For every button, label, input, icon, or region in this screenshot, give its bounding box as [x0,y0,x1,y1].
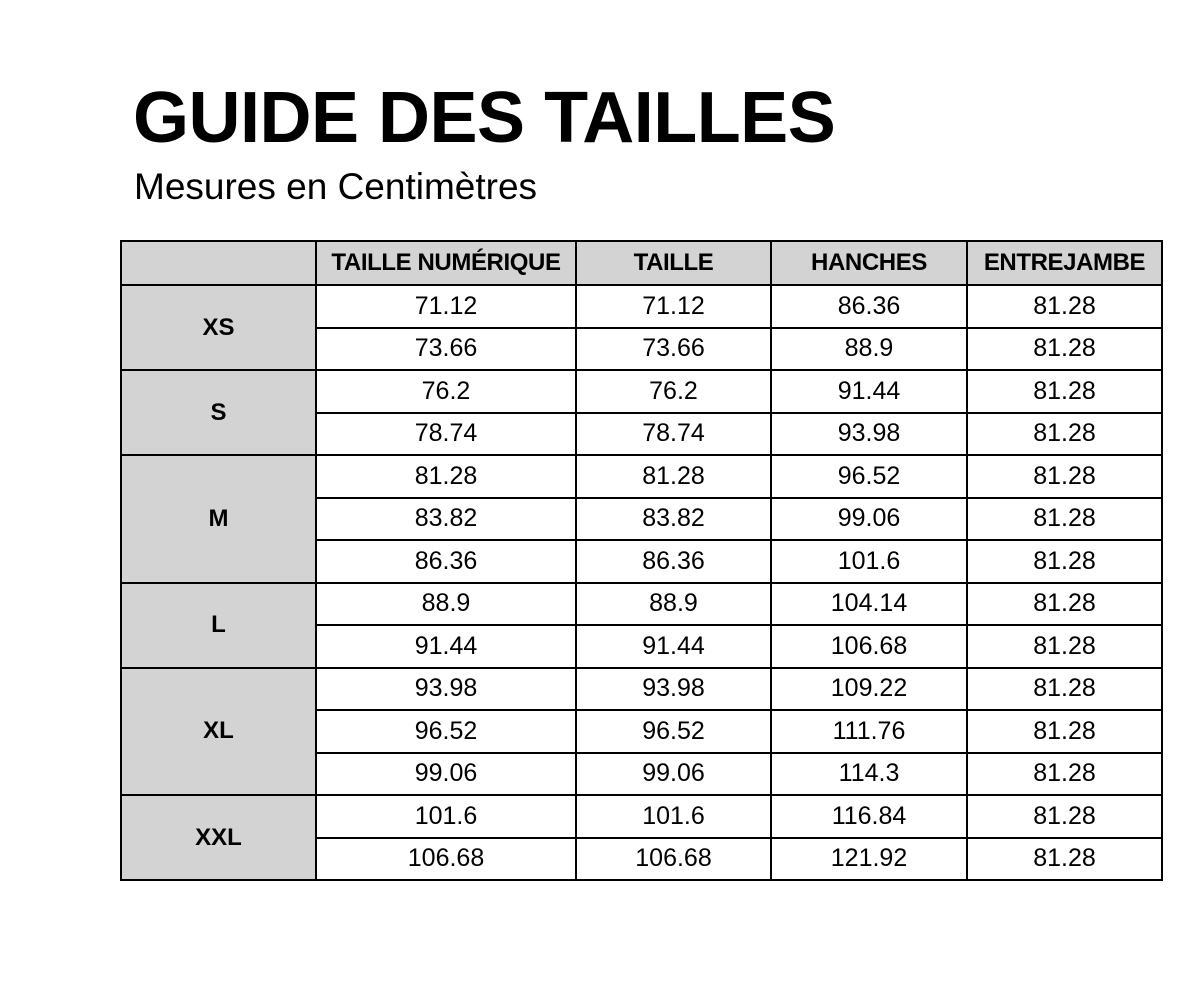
table-row [121,668,1162,711]
cell-taille: 81.28 [576,455,771,498]
cell-taille: 73.66 [576,328,771,371]
cell-hanches: 93.98 [771,413,967,456]
cell-hanches: 88.9 [771,328,967,371]
cell-entrejambe: 81.28 [967,413,1162,456]
cell-taille-numerique: 71.12 [316,285,576,328]
cell-taille: 76.2 [576,370,771,413]
size-label-xs: XS [121,285,316,370]
cell-hanches: 101.6 [771,540,967,583]
cell-entrejambe: 81.28 [967,668,1162,711]
cell-hanches: 106.68 [771,625,967,668]
cell-taille: 88.9 [576,583,771,626]
cell-entrejambe: 81.28 [967,753,1162,796]
cell-hanches: 111.76 [771,710,967,753]
cell-entrejambe: 81.28 [967,370,1162,413]
cell-entrejambe: 81.28 [967,328,1162,371]
table-row [121,455,1162,498]
cell-entrejambe: 81.28 [967,498,1162,541]
cell-taille-numerique: 81.28 [316,455,576,498]
cell-taille-numerique: 88.9 [316,583,576,626]
size-label-l: L [121,583,316,668]
table-row [121,795,1162,838]
cell-taille: 96.52 [576,710,771,753]
cell-taille: 91.44 [576,625,771,668]
cell-hanches: 109.22 [771,668,967,711]
cell-entrejambe: 81.28 [967,838,1162,881]
cell-taille-numerique: 78.74 [316,413,576,456]
table-row [121,370,1162,413]
cell-hanches: 91.44 [771,370,967,413]
cell-taille: 93.98 [576,668,771,711]
cell-entrejambe: 81.28 [967,625,1162,668]
page-title: GUIDE DES TAILLES [133,78,836,158]
cell-entrejambe: 81.28 [967,455,1162,498]
cell-taille-numerique: 99.06 [316,753,576,796]
cell-taille-numerique: 96.52 [316,710,576,753]
cell-entrejambe: 81.28 [967,583,1162,626]
size-label-xl: XL [121,668,316,796]
cell-taille: 83.82 [576,498,771,541]
cell-taille: 99.06 [576,753,771,796]
cell-entrejambe: 81.28 [967,795,1162,838]
cell-entrejambe: 81.28 [967,540,1162,583]
header-row [121,241,1162,285]
cell-taille-numerique: 106.68 [316,838,576,881]
cell-taille: 78.74 [576,413,771,456]
table-row [121,285,1162,328]
table-row [121,583,1162,626]
size-label-m: M [121,455,316,583]
cell-taille: 71.12 [576,285,771,328]
cell-entrejambe: 81.28 [967,285,1162,328]
table-body [121,285,1162,880]
cell-taille: 101.6 [576,795,771,838]
table-header [121,241,1162,285]
cell-taille: 106.68 [576,838,771,881]
cell-hanches: 114.3 [771,753,967,796]
cell-entrejambe: 81.28 [967,710,1162,753]
size-label-xxl: XXL [121,795,316,880]
size-guide-table [120,240,1163,881]
cell-hanches: 86.36 [771,285,967,328]
page-subtitle: Mesures en Centimètres [134,166,538,207]
cell-hanches: 99.06 [771,498,967,541]
cell-taille: 86.36 [576,540,771,583]
header-taille-numerique: TAILLE NUMÉRIQUE [316,241,576,285]
cell-hanches: 116.84 [771,795,967,838]
cell-hanches: 121.92 [771,838,967,881]
header-entrejambe: ENTREJAMBE [967,241,1162,285]
cell-taille-numerique: 101.6 [316,795,576,838]
header-corner [121,241,316,285]
cell-taille-numerique: 76.2 [316,370,576,413]
cell-hanches: 96.52 [771,455,967,498]
cell-hanches: 104.14 [771,583,967,626]
cell-taille-numerique: 91.44 [316,625,576,668]
cell-taille-numerique: 86.36 [316,540,576,583]
cell-taille-numerique: 73.66 [316,328,576,371]
cell-taille-numerique: 93.98 [316,668,576,711]
header-taille: TAILLE [576,241,771,285]
header-hanches: HANCHES [771,241,967,285]
cell-taille-numerique: 83.82 [316,498,576,541]
size-label-s: S [121,370,316,455]
